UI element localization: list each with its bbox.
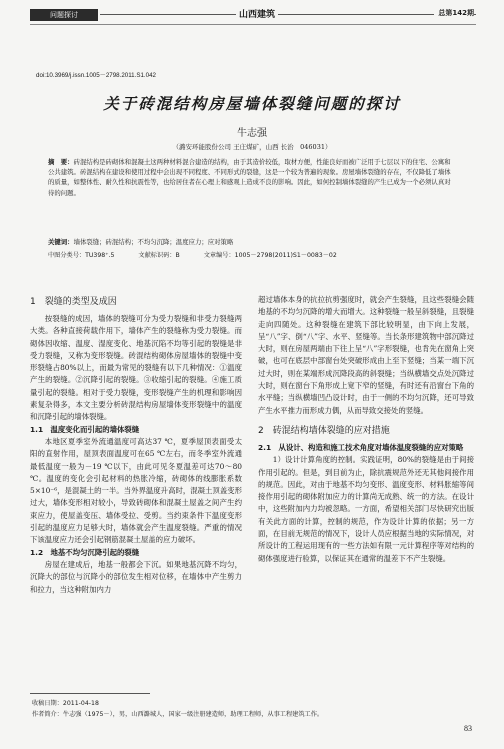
abstract-text: 砖混结构是砖砌体和混凝土这两种材料混合建造的结构，由于其造价较低，取材方便，性能良好而被广泛用于七层以下的住宅、公寓和公共建筑。砖混结构在建设和使用过程中会出现不同程度、不同形式的裂缝，这是一个较为普遍的现象。房屋墙体裂缝的存在，不仅降低了墙体的质量，如整体性、耐久性和抗震性等，也给居住者在心理上和感观上造成不良的影响。因此，如何控制墙体裂缝的产生已成为一个必须认真对待的问题。 — [48, 158, 451, 197]
keywords-label: 关键词： — [48, 238, 74, 246]
section-1-heading: 1 裂缝的类型及成因 — [30, 297, 117, 307]
document-code: 文献标识码：B — [138, 252, 180, 259]
page-header — [0, 0, 504, 28]
section-1-2-heading: 1.2 地基不均匀沉降引起的裂缝 — [30, 547, 140, 557]
keywords-text: 墙体裂缝；砖混结构；不均匀沉降；温度应力；应对策略 — [73, 238, 234, 246]
abstract — [48, 157, 456, 198]
author-name: 牛志强 — [237, 128, 267, 139]
footnote-rule — [30, 693, 150, 694]
section-2-1-heading: 2.1 从设计、构造和施工技术角度对墙体温度裂缝的应对策略 — [258, 442, 464, 452]
header-rule — [100, 14, 476, 15]
continued-paragraph: 超过墙体本身的抗拉抗剪强度时，就会产生裂缝，且这些裂缝会随地基的不均匀沉降的增大而增大。这种裂缝一般呈斜裂缝，且裂缝走向四随处。这种裂缝在建筑下部比较明显，由下向上发展，呈“八”字、倒“八”字、水平、竖缝等。当长条形建筑物中部沉降过大时，则在房屋两端由下往上呈“八”字形裂缝，也肯先在窗角上突破，也可在底层中部窗台处突破形成由上至下竖缝；当某一端下沉过大时，则在某端形成沉降段高的斜裂缝；当纵横墙交点处沉降过大时，则在窗台下角形成上宽下窄的竖缝，有时还有沿窗台下角的水平缝；当纵横墙凹凸设计时，由于一侧的不均匀沉降，还可导致产生水平推力而形成力偶，从而导致交接处的竖缝。 — [258, 295, 474, 415]
section-1-1-paragraph: 本地区夏季室外流通温度可高达37 ℃，夏季屋顶表面受太阳的直射作用，屋顶表面温度可在65 ℃左右，而冬季室外流通最低温度一般为－19 ℃以下，由此可见冬夏温差可达70～80 ℃。温度的变化会引起材料的热胀冷缩，砖砌体的线膨胀系数5×10⁻⁶，是混凝土的一半。当外界温度升高时，混凝土顶盖变形过大，墙体变形相对较小，导致砖砌体和混凝土屋盖之间产生约束应力，使屋盖变压、墙体受拉、受剪。当约束条件下温度变形引起的温度应力足够大时，墙体就会产生温度裂缝。严重的情况下该温度应力还会引起钢筋混凝土屋盖的应力破坏。 — [30, 436, 242, 545]
section-2-heading: 2 砖混结构墙体裂缝的应对措施 — [258, 425, 390, 436]
magazine-logo: 山西建筑 — [236, 7, 278, 20]
header-underline — [30, 24, 476, 25]
right-column — [258, 294, 474, 565]
author-bio: 作者简介：牛志强（1975－），男，山西潞城人，国家一级注册建造师，助理工程师，从事工程建筑工作。 — [32, 711, 324, 718]
article-id: 文章编号：1005－2798(2011)S1－0083－02 — [203, 252, 337, 259]
page-number: 83 — [464, 724, 472, 733]
section-badge: 问题探讨 — [30, 9, 98, 21]
doi[interactable]: doi:10.3969/j.issn.1005－2798.2011.S1.042 — [36, 72, 156, 79]
abstract-label: 摘 要： — [48, 158, 74, 166]
left-column — [30, 296, 242, 596]
article-title: 关于砖混结构房屋墙体裂缝问题的探讨 — [103, 94, 401, 113]
section-2-1-paragraph: 1）设计计算角度的控制。实践证明，80%的裂缝是由于间接作用引起的。但是，到目前为止，除抗震规范外还无其他间接作用的规范。因此，对由于地基不均匀变形、温度变形、材料胀缩等间接作用引起的砌体附加应力的计算尚无成熟、统一的方法。在设计中，这些附加内力均被忽略。一方面，希望相关部门尽快研究出版有关此方面的计算，控制的规范，作为设计计算的依据；另一方面，在目前无规范的情况下，设计人员应根据当地的实际情况，对所设计的工程运用现有的一些方法如有限一元计算程序等对结构的砌体强度进行验算，以保证其在通常的温差下不产生裂缝。 — [258, 455, 474, 563]
author-affiliation: （潞安环能股份公司 王庄煤矿，山西 长治 046031） — [172, 143, 332, 151]
classification-line — [48, 250, 468, 259]
section-1-paragraph: 按裂缝的成因，墙体的裂缝可分为受力裂缝和非受力裂缝两大类。各种直接荷载作用下，墙体产生的裂缝称为受力裂缝。而砌体因收缩、温度、湿度变化、地基沉陷不均等引起的裂缝是非受力裂缝，又称为变形裂缝。砖混结构砌体房屋墙体的裂缝中变形裂缝占80%以上，而最为常见的裂缝有以下几种情况：①温度产生的裂缝。②沉降引起的裂缝。③收缩引起的裂缝。④施工质量引起的裂缝。相对于受力裂缝，变形裂缝产生的机理和影响因素复杂得多，本文主要分析砖混结构房屋墙体变形裂缝中的温度和沉降引起的墙体裂缝。 — [30, 314, 242, 422]
received-date: 收稿日期：2011-04-18 — [32, 700, 99, 707]
section-1-1-heading: 1.1 温度变化而引起的墙体裂缝 — [30, 424, 140, 434]
section-1-2-paragraph: 房屋在建成后，地基一般都会下沉。如果地基沉降不均匀，沉降大的部位与沉降小的部位发生相对位移，在墙体中产生剪力和拉力，当这种附加内力 — [30, 559, 242, 594]
issue-number: 总第142期 — [434, 8, 474, 18]
clc-number: 中图分类号：TU398⁺.5 — [48, 252, 115, 259]
keywords — [48, 237, 456, 246]
